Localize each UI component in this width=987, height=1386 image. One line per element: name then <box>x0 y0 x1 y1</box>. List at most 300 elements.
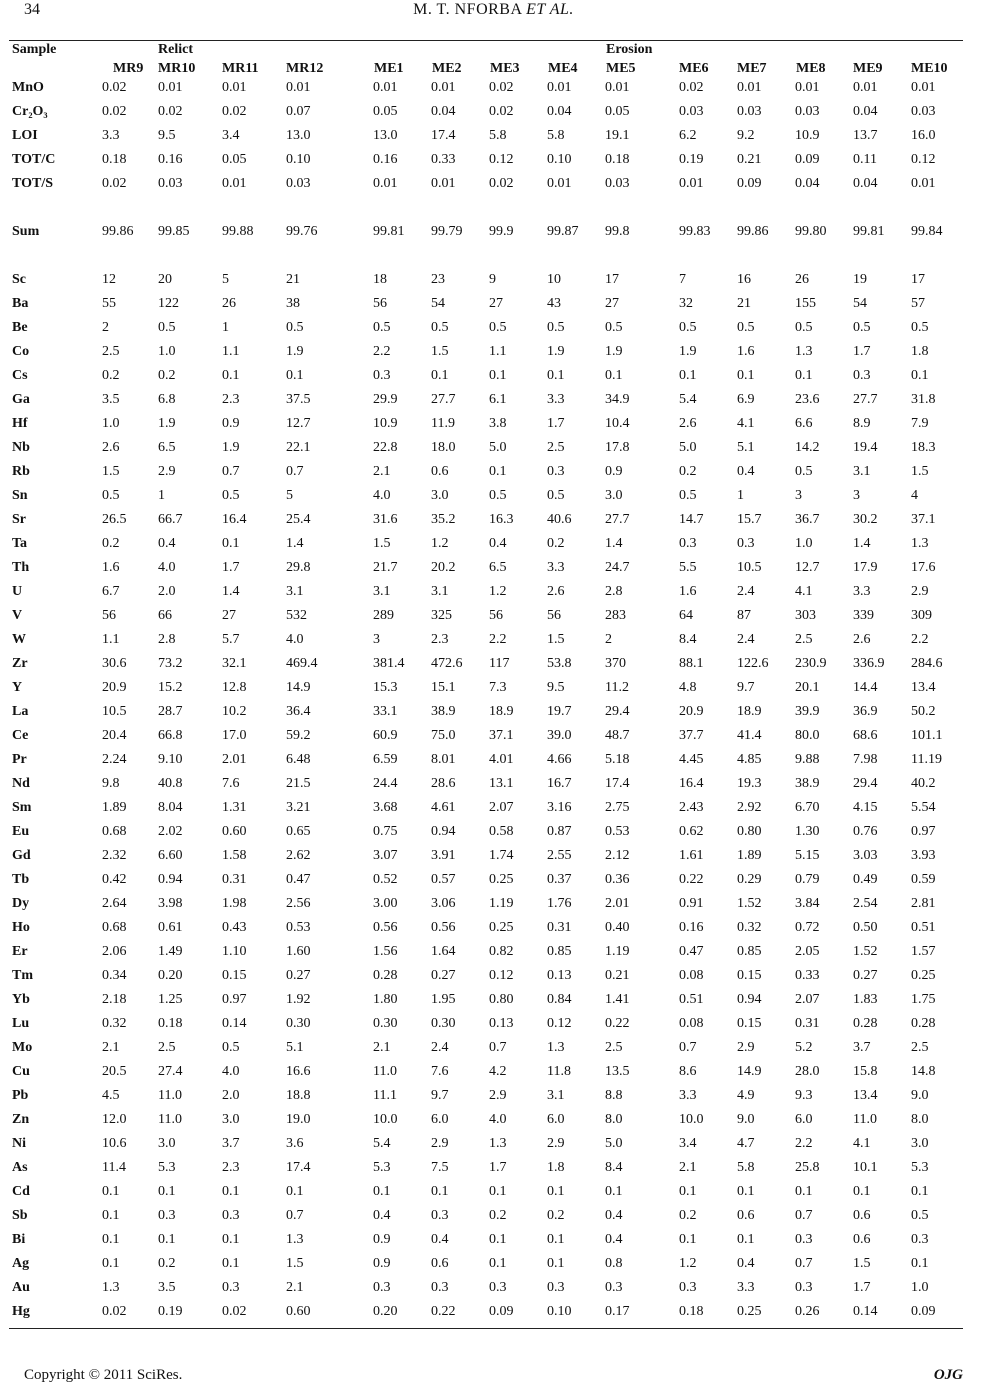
table-cell: 0.01 <box>547 80 572 95</box>
table-cell: 53.8 <box>547 656 572 671</box>
table-cell: 0.09 <box>489 1304 514 1319</box>
table-cell: 15.3 <box>373 680 398 695</box>
table-cell: 0.33 <box>795 968 820 983</box>
table-cell: 8.9 <box>853 416 871 431</box>
table-cell: 0.02 <box>158 104 183 119</box>
table-cell: 1.64 <box>431 944 456 959</box>
table-cell: 6.5 <box>489 560 507 575</box>
table-cell: 1.5 <box>853 1256 871 1271</box>
table-cell: 3.0 <box>222 1112 240 1127</box>
table-cell: 0.15 <box>737 1016 762 1031</box>
table-cell: 1.9 <box>286 344 304 359</box>
table-cell: 1.5 <box>373 536 391 551</box>
table-cell: 0.9 <box>373 1232 391 1247</box>
table-cell: 0.1 <box>286 368 304 383</box>
table-cell: 1.49 <box>158 944 183 959</box>
table-cell: 0.7 <box>286 464 304 479</box>
table-cell: 0.1 <box>605 1184 623 1199</box>
table-cell: 0.49 <box>853 872 878 887</box>
row-label: V <box>12 608 23 623</box>
table-cell: 0.3 <box>373 1280 391 1295</box>
table-cell: 6.2 <box>679 128 697 143</box>
row-label: Sum <box>12 224 40 239</box>
table-cell: 9.7 <box>431 1088 449 1103</box>
table-cell: 3.5 <box>102 392 120 407</box>
table-cell: 27 <box>489 296 503 311</box>
table-cell: 0.3 <box>489 1280 507 1295</box>
table-cell: 0.02 <box>102 1304 127 1319</box>
table-cell: 0.2 <box>547 1208 565 1223</box>
table-cell: 2.1 <box>373 464 391 479</box>
table-cell: 1.8 <box>911 344 929 359</box>
table-cell: 3.98 <box>158 896 183 911</box>
table-cell: 11.0 <box>158 1112 182 1127</box>
table-cell: 11.9 <box>431 416 455 431</box>
table-cell: 59.2 <box>286 728 311 743</box>
table-cell: 18.8 <box>286 1088 311 1103</box>
table-cell: 37.1 <box>911 512 936 527</box>
row-label: Cd <box>12 1184 30 1199</box>
table-cell: 0.32 <box>737 920 762 935</box>
table-cell: 5.54 <box>911 800 936 815</box>
table-cell: 6.7 <box>102 584 120 599</box>
table-cell: 0.4 <box>605 1208 623 1223</box>
table-cell: 21.5 <box>286 776 311 791</box>
table-cell: 0.01 <box>431 80 456 95</box>
table-cell: 1.19 <box>605 944 630 959</box>
table-cell: 25.4 <box>286 512 311 527</box>
table-cell: 21 <box>737 296 751 311</box>
table-cell: 1.76 <box>547 896 572 911</box>
table-cell: 10.4 <box>605 416 630 431</box>
table-cell: 16.0 <box>911 128 936 143</box>
table-cell: 0.79 <box>795 872 820 887</box>
table-cell: 27 <box>605 296 619 311</box>
table-cell: 1.2 <box>679 1256 697 1271</box>
table-cell: 1.61 <box>679 848 704 863</box>
table-cell: 17 <box>911 272 925 287</box>
row-label: Cr₂O₃ <box>12 104 48 119</box>
table-cell: 0.25 <box>911 968 936 983</box>
table-cell: 0.1 <box>222 536 240 551</box>
table-cell: 10.5 <box>102 704 127 719</box>
table-cell: 57 <box>911 296 925 311</box>
table-cell: 20 <box>158 272 172 287</box>
table-cell: 99.88 <box>222 224 254 239</box>
table-cell: 0.01 <box>795 80 820 95</box>
table-cell: 3.3 <box>679 1088 697 1103</box>
table-cell: 0.12 <box>489 152 514 167</box>
table-cell: 11.0 <box>373 1064 397 1079</box>
table-cell: 17.9 <box>853 560 878 575</box>
table-cell: 0.14 <box>853 1304 878 1319</box>
table-cell: 13.5 <box>605 1064 630 1079</box>
table-cell: 18.9 <box>489 704 514 719</box>
column-header-me3: ME3 <box>490 61 520 76</box>
table-cell: 6.5 <box>158 440 176 455</box>
table-cell: 20.9 <box>102 680 127 695</box>
table-cell: 34.9 <box>605 392 630 407</box>
table-cell: 0.3 <box>911 1232 929 1247</box>
table-cell: 0.09 <box>911 1304 936 1319</box>
table-cell: 17.0 <box>222 728 247 743</box>
table-cell: 0.5 <box>102 488 120 503</box>
table-cell: 0.29 <box>737 872 762 887</box>
table-cell: 0.01 <box>853 80 878 95</box>
table-cell: 0.16 <box>373 152 398 167</box>
table-cell: 2.07 <box>795 992 820 1007</box>
table-cell: 0.65 <box>286 824 311 839</box>
table-cell: 0.3 <box>679 536 697 551</box>
row-label: Dy <box>12 896 30 911</box>
table-cell: 2.64 <box>102 896 127 911</box>
table-cell: 2.01 <box>222 752 247 767</box>
table-cell: 3.03 <box>853 848 878 863</box>
table-cell: 41.4 <box>737 728 762 743</box>
table-cell: 16.4 <box>222 512 247 527</box>
table-cell: 0.3 <box>222 1208 240 1223</box>
table-cell: 1.57 <box>911 944 936 959</box>
table-cell: 39.0 <box>547 728 572 743</box>
table-cell: 2.06 <box>102 944 127 959</box>
column-header-me2: ME2 <box>432 61 462 76</box>
table-cell: 12.7 <box>286 416 311 431</box>
table-cell: 99.84 <box>911 224 943 239</box>
table-cell: 3.07 <box>373 848 398 863</box>
table-cell: 1.3 <box>489 1136 507 1151</box>
table-cell: 3.16 <box>547 800 572 815</box>
table-cell: 16.3 <box>489 512 514 527</box>
table-cell: 0.03 <box>737 104 762 119</box>
table-cell: 0.01 <box>158 80 183 95</box>
table-cell: 0.09 <box>795 152 820 167</box>
table-cell: 0.5 <box>373 320 391 335</box>
table-cell: 11.2 <box>605 680 629 695</box>
table-cell: 309 <box>911 608 932 623</box>
table-cell: 2.0 <box>158 584 176 599</box>
table-cell: 5.3 <box>158 1160 176 1175</box>
table-cell: 10.9 <box>373 416 398 431</box>
table-cell: 0.3 <box>431 1280 449 1295</box>
row-label: Y <box>12 680 23 695</box>
table-cell: 0.5 <box>679 488 697 503</box>
table-cell: 9.5 <box>547 680 565 695</box>
table-cell: 2.8 <box>158 632 176 647</box>
row-label: Sb <box>12 1208 28 1223</box>
table-cell: 0.20 <box>158 968 183 983</box>
table-cell: 2.54 <box>853 896 878 911</box>
table-cell: 101.1 <box>911 728 943 743</box>
table-cell: 0.02 <box>102 176 127 191</box>
table-cell: 0.1 <box>679 368 697 383</box>
table-cell: 4.1 <box>795 584 813 599</box>
table-cell: 26.5 <box>102 512 127 527</box>
table-cell: 0.7 <box>489 1040 507 1055</box>
table-cell: 0.3 <box>158 1208 176 1223</box>
table-cell: 2.9 <box>431 1136 449 1151</box>
row-label: TOT/S <box>12 176 53 191</box>
table-cell: 1.9 <box>547 344 565 359</box>
table-cell: 0.5 <box>489 320 507 335</box>
table-cell: 0.72 <box>795 920 820 935</box>
table-cell: 0.04 <box>547 104 572 119</box>
table-cell: 1.10 <box>222 944 247 959</box>
table-cell: 4.0 <box>222 1064 240 1079</box>
table-cell: 43 <box>547 296 561 311</box>
table-cell: 0.20 <box>373 1304 398 1319</box>
table-cell: 325 <box>431 608 452 623</box>
table-cell: 3.3 <box>737 1280 755 1295</box>
table-header-sample: Sample <box>12 42 57 57</box>
table-cell: 21.7 <box>373 560 398 575</box>
table-cell: 1.2 <box>489 584 507 599</box>
row-label: Gd <box>12 848 31 863</box>
row-label: Sc <box>12 272 26 287</box>
table-cell: 0.04 <box>795 176 820 191</box>
table-cell: 2.2 <box>489 632 507 647</box>
row-label: LOI <box>12 128 38 143</box>
table-cell: 13.7 <box>853 128 878 143</box>
table-cell: 18.3 <box>911 440 936 455</box>
table-cell: 0.7 <box>679 1040 697 1055</box>
table-cell: 4.66 <box>547 752 572 767</box>
table-cell: 56 <box>102 608 116 623</box>
table-cell: 0.6 <box>853 1208 871 1223</box>
table-cell: 17.8 <box>605 440 630 455</box>
table-cell: 12.8 <box>222 680 247 695</box>
table-cell: 1.7 <box>489 1160 507 1175</box>
table-cell: 0.02 <box>679 80 704 95</box>
table-cell: 155 <box>795 296 816 311</box>
table-cell: 0.01 <box>373 80 398 95</box>
table-cell: 0.13 <box>489 1016 514 1031</box>
table-cell: 0.5 <box>605 320 623 335</box>
table-cell: 0.25 <box>737 1304 762 1319</box>
table-cell: 73.2 <box>158 656 183 671</box>
table-cell: 0.80 <box>737 824 762 839</box>
table-cell: 15.8 <box>853 1064 878 1079</box>
table-cell: 0.1 <box>102 1184 120 1199</box>
table-cell: 4.0 <box>286 632 304 647</box>
table-cell: 0.1 <box>222 1232 240 1247</box>
table-cell: 2.24 <box>102 752 127 767</box>
table-cell: 1.3 <box>911 536 929 551</box>
table-cell: 38.9 <box>431 704 456 719</box>
table-cell: 0.32 <box>102 1016 127 1031</box>
table-cell: 2.5 <box>605 1040 623 1055</box>
table-cell: 0.27 <box>853 968 878 983</box>
table-cell: 2.32 <box>102 848 127 863</box>
table-cell: 1.5 <box>547 632 565 647</box>
table-cell: 0.28 <box>911 1016 936 1031</box>
table-cell: 0.31 <box>222 872 247 887</box>
table-cell: 0.28 <box>373 968 398 983</box>
table-cell: 0.1 <box>158 1232 176 1247</box>
table-cell: 1.58 <box>222 848 247 863</box>
table-cell: 0.34 <box>102 968 127 983</box>
table-cell: 0.5 <box>431 320 449 335</box>
table-cell: 8.4 <box>679 632 697 647</box>
table-cell: 0.5 <box>158 320 176 335</box>
table-cell: 29.4 <box>853 776 878 791</box>
column-header-me4: ME4 <box>548 61 578 76</box>
table-cell: 13.1 <box>489 776 514 791</box>
row-label: Er <box>12 944 28 959</box>
table-cell: 0.11 <box>853 152 877 167</box>
table-cell: 0.62 <box>679 824 704 839</box>
table-cell: 0.1 <box>795 1184 813 1199</box>
table-cell: 50.2 <box>911 704 936 719</box>
row-label: Pr <box>12 752 27 767</box>
table-cell: 0.50 <box>853 920 878 935</box>
table-cell: 122.6 <box>737 656 769 671</box>
table-cell: 303 <box>795 608 816 623</box>
table-cell: 11.0 <box>158 1088 182 1103</box>
table-cell: 0.19 <box>158 1304 183 1319</box>
table-cell: 1.80 <box>373 992 398 1007</box>
table-cell: 284.6 <box>911 656 943 671</box>
table-cell: 0.76 <box>853 824 878 839</box>
table-cell: 4 <box>911 488 918 503</box>
table-cell: 68.6 <box>853 728 878 743</box>
table-cell: 32.1 <box>222 656 247 671</box>
table-cell: 0.5 <box>911 320 929 335</box>
table-cell: 0.94 <box>158 872 183 887</box>
table-cell: 0.01 <box>547 176 572 191</box>
table-cell: 0.1 <box>605 368 623 383</box>
table-cell: 27.7 <box>853 392 878 407</box>
table-cell: 339 <box>853 608 874 623</box>
table-cell: 22.8 <box>373 440 398 455</box>
row-label: Tm <box>12 968 33 983</box>
table-cell: 10.9 <box>795 128 820 143</box>
table-cell: 1.9 <box>605 344 623 359</box>
table-cell: 0.7 <box>286 1208 304 1223</box>
table-cell: 3.91 <box>431 848 456 863</box>
table-cell: 1.3 <box>547 1040 565 1055</box>
table-cell: 27 <box>222 608 236 623</box>
table-cell: 19 <box>853 272 867 287</box>
table-cell: 5.8 <box>737 1160 755 1175</box>
table-cell: 0.08 <box>679 968 704 983</box>
table-cell: 2.5 <box>795 632 813 647</box>
table-cell: 0.1 <box>286 1184 304 1199</box>
table-cell: 99.81 <box>373 224 405 239</box>
table-cell: 1.2 <box>431 536 449 551</box>
table-cell: 1.1 <box>102 632 120 647</box>
table-cell: 0.30 <box>373 1016 398 1031</box>
table-cell: 283 <box>605 608 626 623</box>
table-cell: 0.09 <box>737 176 762 191</box>
table-cell: 66 <box>158 608 172 623</box>
table-cell: 11.1 <box>373 1088 397 1103</box>
table-cell: 1.9 <box>222 440 240 455</box>
table-cell: 29.9 <box>373 392 398 407</box>
table-cell: 10.6 <box>102 1136 127 1151</box>
table-cell: 20.5 <box>102 1064 127 1079</box>
table-cell: 336.9 <box>853 656 885 671</box>
table-cell: 19.1 <box>605 128 630 143</box>
table-cell: 0.1 <box>222 368 240 383</box>
table-cell: 3.3 <box>547 560 565 575</box>
table-cell: 0.85 <box>547 944 572 959</box>
table-cell: 17.4 <box>605 776 630 791</box>
table-cell: 0.4 <box>373 1208 391 1223</box>
table-cell: 0.1 <box>431 368 449 383</box>
table-cell: 0.15 <box>222 968 247 983</box>
row-label: Ta <box>12 536 28 551</box>
table-cell: 0.16 <box>158 152 183 167</box>
table-cell: 2.07 <box>489 800 514 815</box>
table-cell: 38.9 <box>795 776 820 791</box>
table-cell: 11.4 <box>102 1160 126 1175</box>
table-cell: 4.85 <box>737 752 762 767</box>
table-cell: 0.3 <box>373 368 391 383</box>
table-cell: 28.6 <box>431 776 456 791</box>
table-cell: 0.68 <box>102 920 127 935</box>
table-cell: 3.7 <box>853 1040 871 1055</box>
table-cell: 0.1 <box>489 368 507 383</box>
table-cell: 0.15 <box>737 968 762 983</box>
table-cell: 10.1 <box>853 1160 878 1175</box>
table-cell: 2.4 <box>431 1040 449 1055</box>
table-cell: 0.2 <box>679 1208 697 1223</box>
table-cell: 7 <box>679 272 686 287</box>
table-cell: 0.07 <box>286 104 311 119</box>
table-cell: 2.1 <box>373 1040 391 1055</box>
table-cell: 5.0 <box>605 1136 623 1151</box>
table-cell: 5.7 <box>222 632 240 647</box>
table-cell: 40.2 <box>911 776 936 791</box>
table-cell: 1.95 <box>431 992 456 1007</box>
table-cell: 18 <box>373 272 387 287</box>
table-cell: 2.3 <box>222 1160 240 1175</box>
table-cell: 2.6 <box>679 416 697 431</box>
table-cell: 0.22 <box>679 872 704 887</box>
table-cell: 99.86 <box>737 224 769 239</box>
table-cell: 10.0 <box>679 1112 704 1127</box>
table-cell: 5.2 <box>795 1040 813 1055</box>
table-cell: 19.7 <box>547 704 572 719</box>
table-cell: 0.47 <box>286 872 311 887</box>
table-cell: 7.5 <box>431 1160 449 1175</box>
table-cell: 3.0 <box>911 1136 929 1151</box>
table-cell: 0.31 <box>795 1016 820 1031</box>
table-cell: 3.6 <box>286 1136 304 1151</box>
table-cell: 0.8 <box>605 1256 623 1271</box>
table-cell: 0.1 <box>737 1184 755 1199</box>
table-cell: 48.7 <box>605 728 630 743</box>
table-cell: 0.61 <box>158 920 183 935</box>
table-cell: 1.9 <box>158 416 176 431</box>
table-cell: 0.02 <box>489 80 514 95</box>
table-cell: 37.5 <box>286 392 311 407</box>
table-cell: 0.47 <box>679 944 704 959</box>
table-cell: 0.04 <box>853 104 878 119</box>
table-cell: 1.31 <box>222 800 247 815</box>
table-cell: 1.3 <box>795 344 813 359</box>
row-label: Ni <box>12 1136 26 1151</box>
column-header-me7: ME7 <box>737 61 767 76</box>
table-cell: 0.10 <box>547 1304 572 1319</box>
table-cell: 14.9 <box>286 680 311 695</box>
table-cell: 0.4 <box>489 536 507 551</box>
column-header-me1: ME1 <box>374 61 404 76</box>
table-cell: 0.53 <box>286 920 311 935</box>
table-cell: 0.87 <box>547 824 572 839</box>
table-cell: 0.1 <box>547 368 565 383</box>
table-cell: 8.0 <box>911 1112 929 1127</box>
